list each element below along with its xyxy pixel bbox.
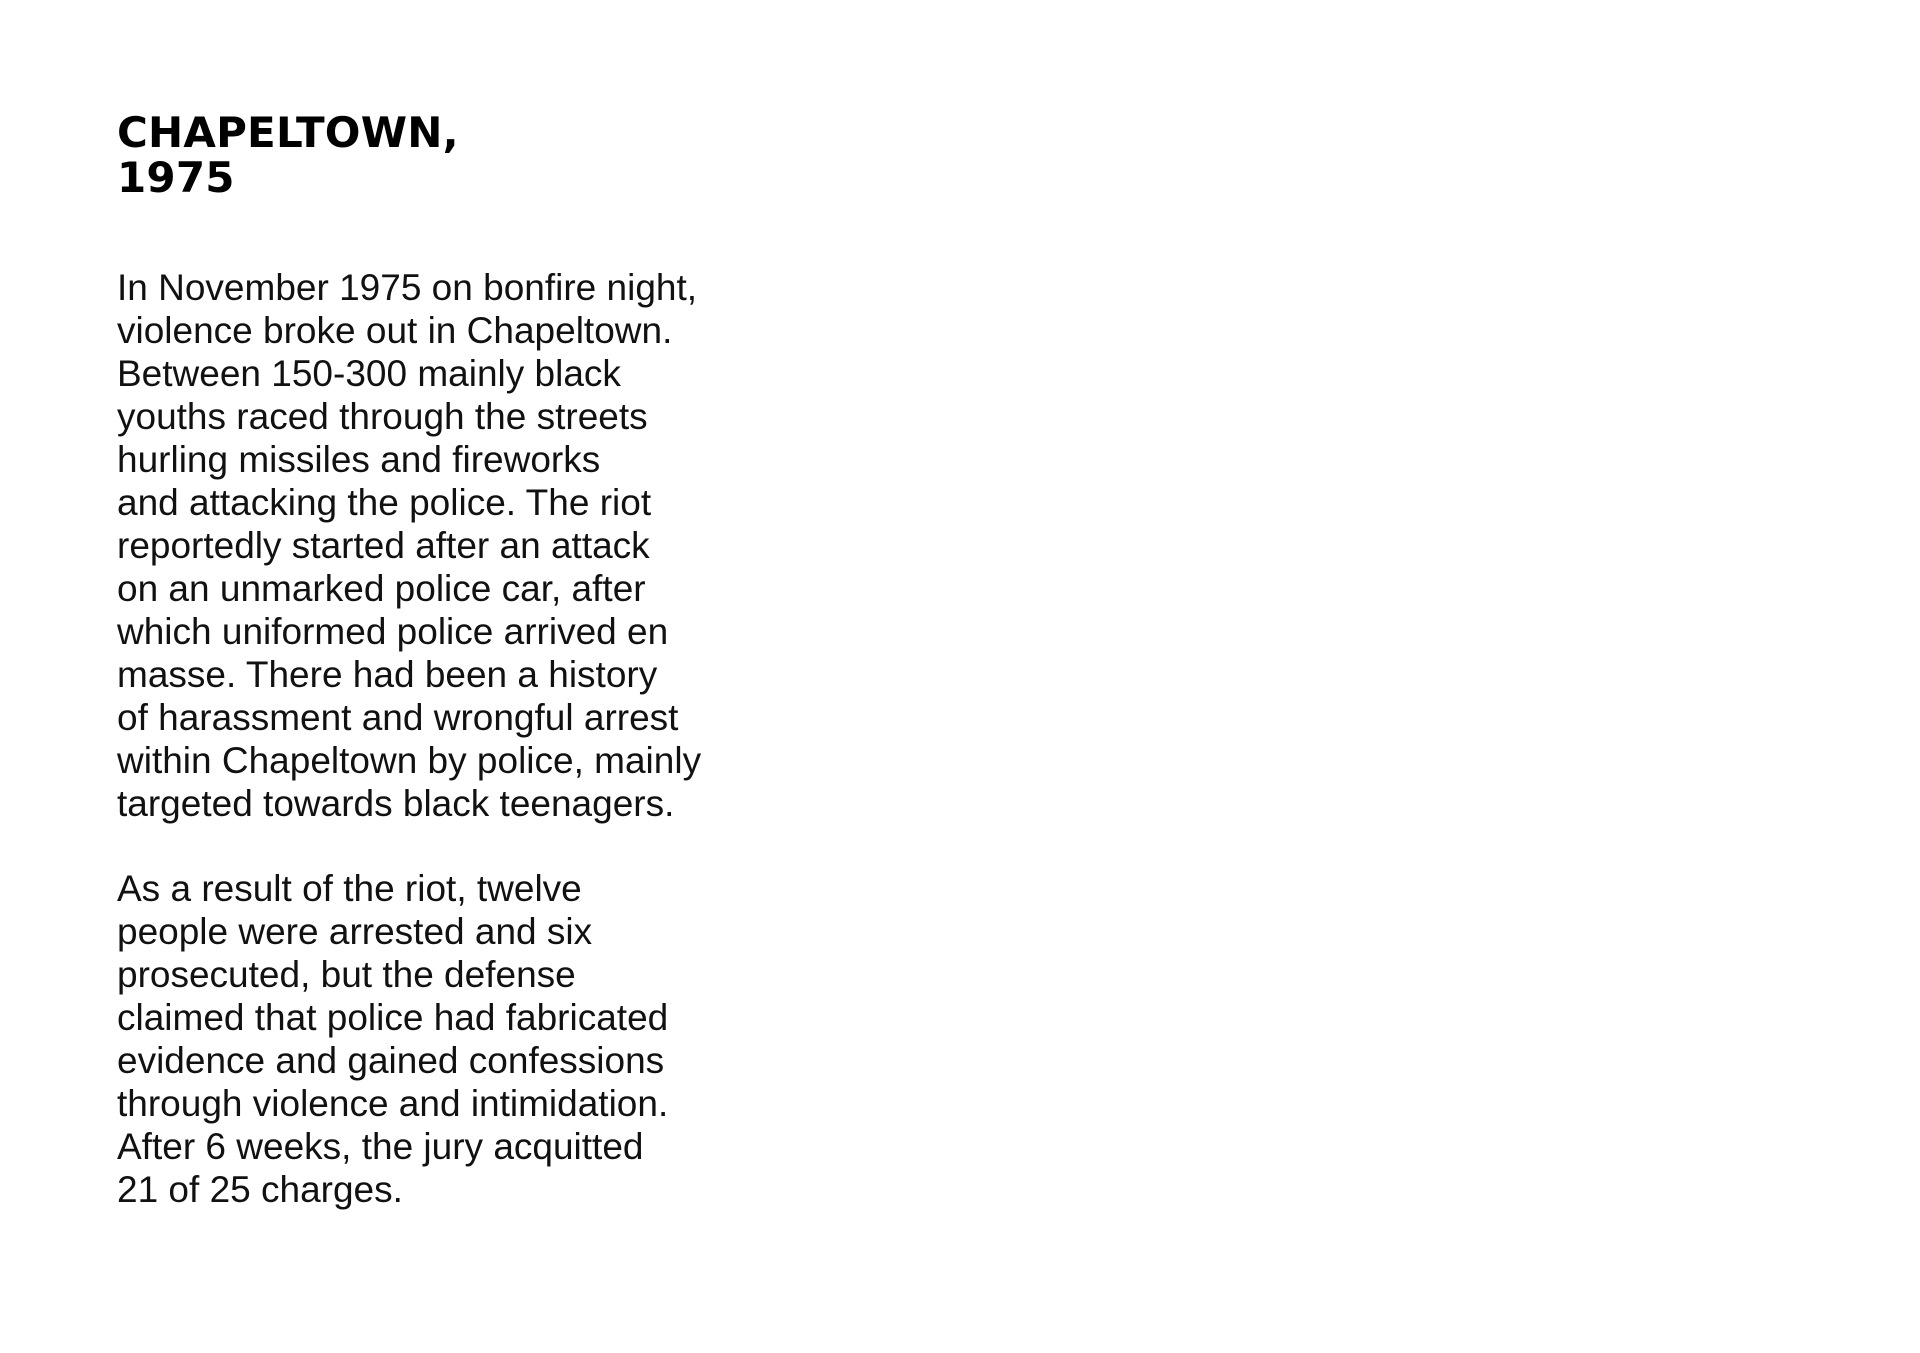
text-line: claimed that police had fabricated xyxy=(117,997,669,1038)
text-line: targeted towards black teenagers. xyxy=(117,783,675,824)
text-line: Between 150-300 mainly black xyxy=(117,353,621,394)
body-paragraph-2 xyxy=(117,867,668,1211)
text-line: evidence and gained confessions xyxy=(117,1040,665,1081)
text-line: prosecuted, but the defense xyxy=(117,954,576,995)
text-line: In November 1975 on bonfire night, xyxy=(117,267,698,308)
text-line: people were arrested and six xyxy=(117,911,593,952)
text-line: masse. There had been a history xyxy=(117,654,658,695)
title-line-2: 1975 xyxy=(117,153,235,202)
body-paragraph-1 xyxy=(117,266,701,825)
text-line: through violence and intimidation. xyxy=(117,1083,669,1124)
text-line: of harassment and wrongful arrest xyxy=(117,697,679,738)
text-line: hurling missiles and fireworks xyxy=(117,439,601,480)
text-line: 21 of 25 charges. xyxy=(117,1169,403,1210)
text-line: After 6 weeks, the jury acquitted xyxy=(117,1126,644,1167)
text-line: As a result of the riot, twelve xyxy=(117,868,582,909)
text-line: reportedly started after an attack xyxy=(117,525,650,566)
text-line: which uniformed police arrived en xyxy=(117,611,669,652)
page-title xyxy=(117,110,459,200)
text-line: within Chapeltown by police, mainly xyxy=(117,740,702,781)
text-line: youths raced through the streets xyxy=(117,396,648,437)
title-line-1: CHAPELTOWN, xyxy=(117,108,459,157)
text-line: and attacking the police. The riot xyxy=(117,482,652,523)
text-line: violence broke out in Chapeltown. xyxy=(117,310,673,351)
text-line: on an unmarked police car, after xyxy=(117,568,646,609)
